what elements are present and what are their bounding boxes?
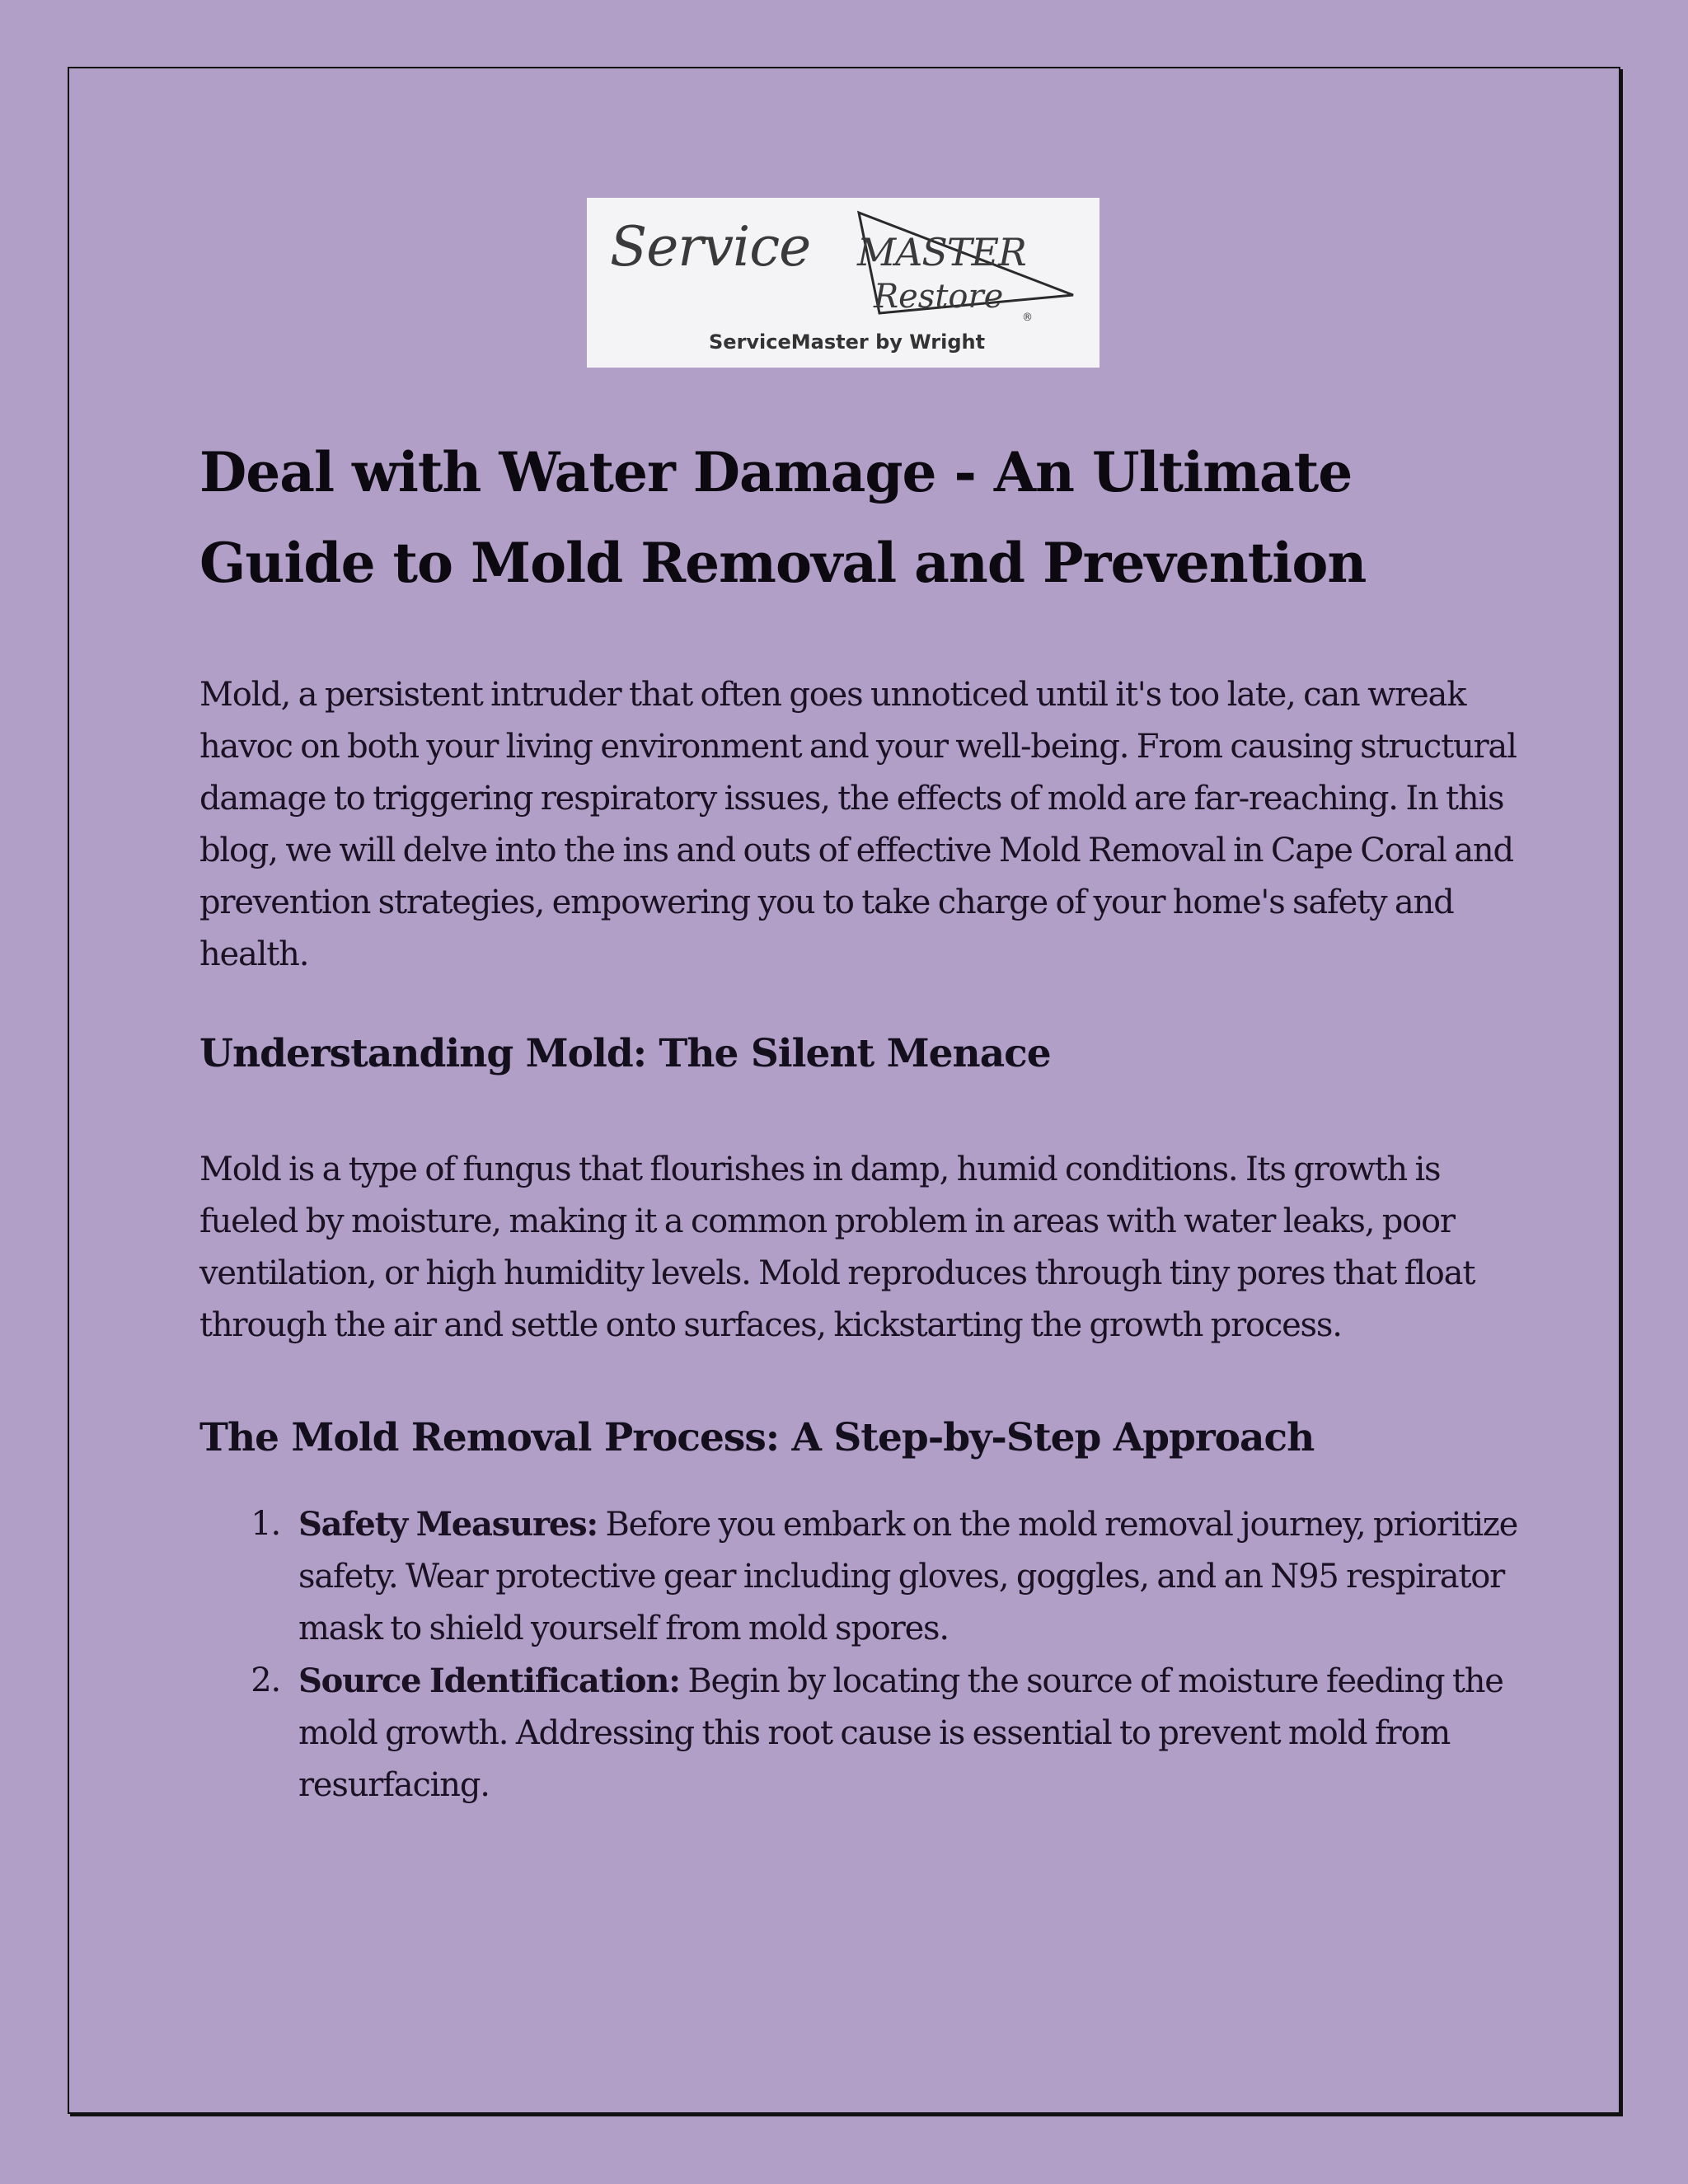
step-body <box>298 1498 1518 1655</box>
step-text: Begin by locating the source of moisture feeding the mold growth. Addressing this root cause is essential to prevent mold from resurfacing. <box>298 1662 1503 1804</box>
article <box>199 427 1518 1811</box>
step-text: Before you embark on the mold removal journey, prioritize safety. Wear protective gear including gloves, goggles, and an N95 respirator mask to shield yourself from mold spores. <box>298 1506 1518 1647</box>
step-label: Source Identification: <box>298 1661 680 1700</box>
step-number: 2. <box>251 1661 280 1699</box>
logo-master-text: MASTER <box>857 230 1026 274</box>
step-number: 1. <box>251 1505 280 1543</box>
step-body <box>298 1655 1518 1811</box>
logo-service-text: Service <box>610 215 811 279</box>
logo-tagline: ServiceMaster by Wright <box>709 330 986 354</box>
section-paragraph-understanding-mold: Mold is a type of fungus that flourishes in damp, humid conditions. Its growth is fueled by moisture, making it a common problem in areas with water leaks, poor ventilation, or high humidity levels. Mold reproduces through tiny pores that float through the air and settle onto surfaces, kickstarting the growth process. <box>199 1151 1475 1344</box>
section-heading-understanding-mold: Understanding Mold: The Silent Menace <box>199 1031 1051 1076</box>
title-line-2: Guide to Mold Removal and Prevention <box>199 531 1367 595</box>
removal-steps-list <box>199 1498 1518 1811</box>
step-label: Safety Measures: <box>298 1505 598 1544</box>
list-item <box>199 1498 1518 1655</box>
logo-restore-text: Restore <box>874 278 1004 316</box>
intro-paragraph: Mold, a persistent intruder that often goes unnoticed until it's too late, can wreak havoc on both your living environment and your well-being. From causing structural damage to triggering respiratory issues, the effects of mold are far-reaching. In this blog, we will delve into the ins and outs of effective Mold Removal in Cape Coral and prevention strategies, empowering you to take charge of your home's safety and health. <box>199 676 1517 973</box>
list-item <box>199 1655 1518 1811</box>
title-line-1: Deal with Water Damage - An Ultimate <box>199 440 1353 504</box>
section-heading-removal-process: The Mold Removal Process: A Step-by-Step Approach <box>199 1415 1315 1460</box>
servicemaster-logo <box>587 198 1100 368</box>
article-title <box>199 427 1518 608</box>
registered-mark: ® <box>1022 312 1033 324</box>
